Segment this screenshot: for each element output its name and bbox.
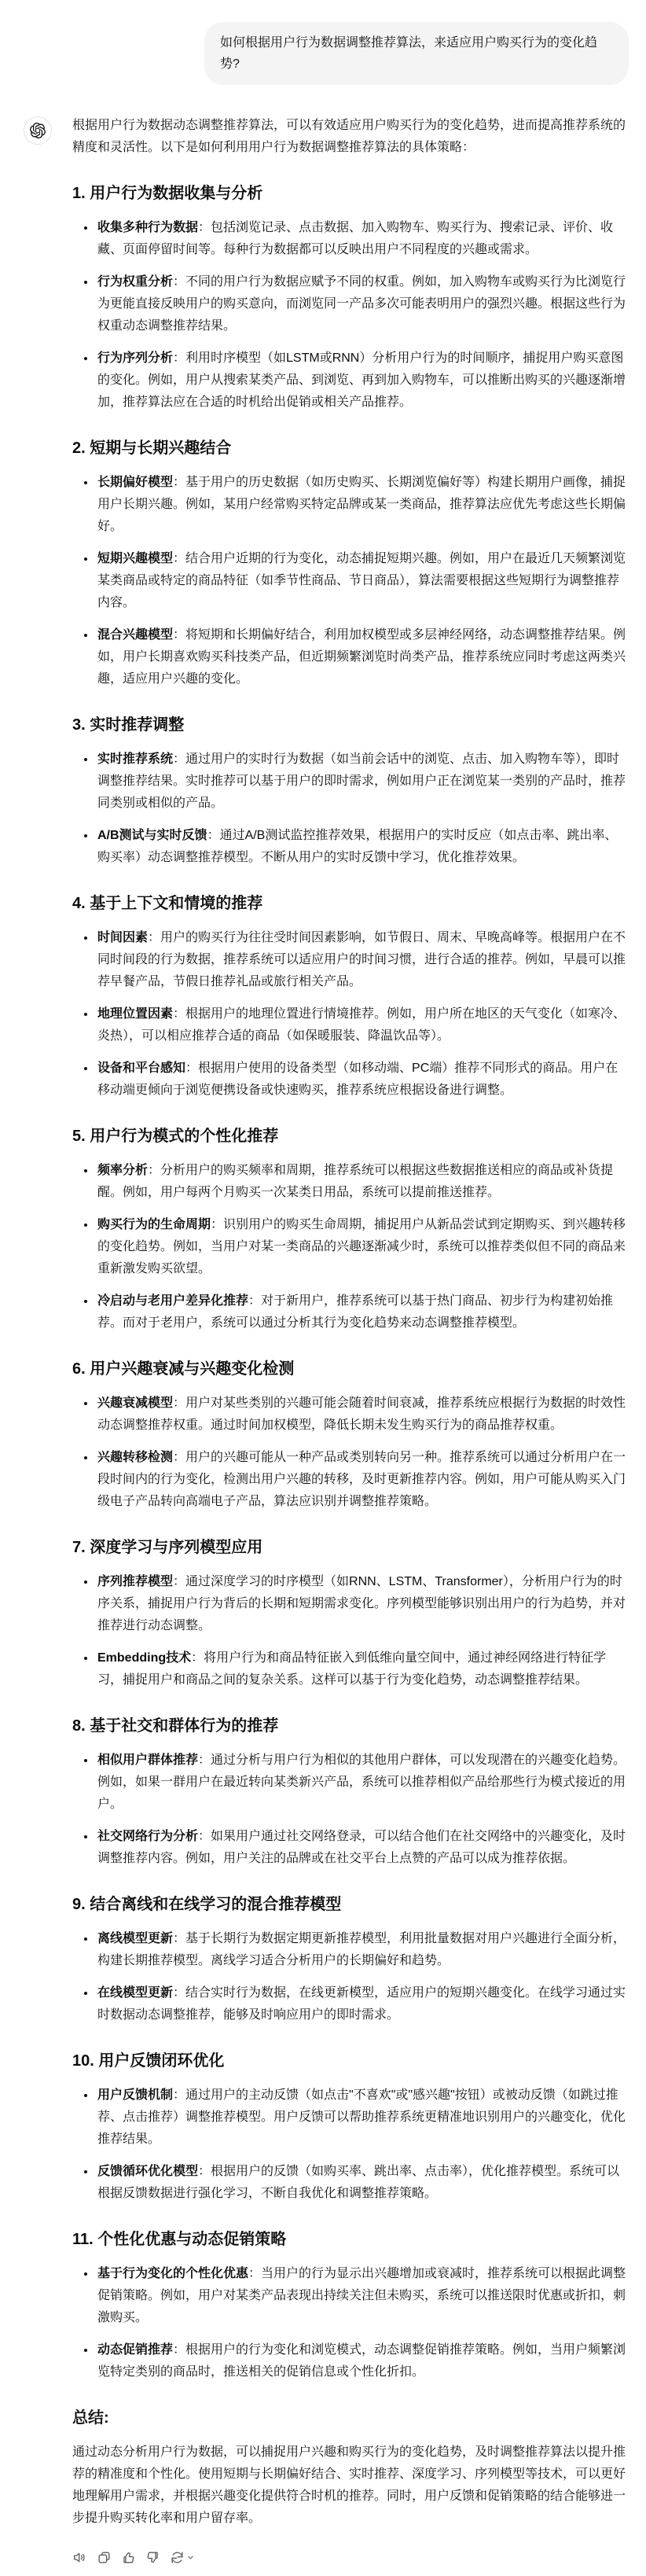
answer-sections — [72, 182, 629, 2530]
bullet-text: ：将用户行为和商品特征嵌入到低维向量空间中，通过神经网络进行特征学习，捕捉用户和商品之间的复杂关系。这样可以基于行为变化趋势，动态调整推荐结果。 — [97, 1651, 607, 1687]
answer-section — [72, 1125, 629, 1334]
bullet-text: ：通过A/B测试监控推荐效果，根据用户的实时反应（如点击率、跳出率、购买率）动态调整推荐模型。不断从用户的实时反馈中学习，优化推荐效果。 — [97, 829, 618, 864]
thumbs-down-icon — [145, 2550, 160, 2565]
section-heading: 11. 个性化优惠与动态促销策略 — [72, 2231, 287, 2248]
bullet-text: ：利用时序模型（如LSTM或RNN）分析用户行为的时间顺序，捕捉用户购买意图的变化。例如，用户从搜索某类产品、到浏览、再到加入购物车，可以推断出购买的兴趣逐渐增加，推荐算法应在合适的时机给出促销或相关产品推荐。 — [97, 351, 626, 409]
bullet-text: ：通过用户的主动反馈（如点击"不喜欢"或"感兴趣"按钮）或被动反馈（如跳过推荐、点击推荐）调整推荐模型。用户反馈可以帮助推荐系统更精准地识别用户的兴趣变化，优化推荐结果。 — [97, 2088, 626, 2146]
bullet-text: ：当用户的行为显示出兴趣增加或衰减时，推荐系统可以根据此调整促销策略。例如，用户对某类产品表现出持续关注但未购买，系统可以推送限时优惠或折扣，刺激购买。 — [97, 2267, 626, 2324]
bullet-text: ：不同的用户行为数据应赋予不同的权重。例如，加入购物车或购买行为比浏览行为更能直接反映用户的购买意向，而浏览同一产品多次可能表明用户的强烈兴趣。根据这些行为权重动态调整推荐结果。 — [97, 275, 626, 333]
bullet-label: 用户反馈机制 — [97, 2088, 174, 2102]
bullet-label: 基于行为变化的个性化优惠 — [97, 2267, 249, 2280]
bullet-label: 行为序列分析 — [97, 351, 174, 365]
bullet-item — [96, 348, 629, 414]
answer-section — [72, 2407, 629, 2530]
bullet-item — [96, 2161, 629, 2205]
bullet-label: 时间因素 — [97, 931, 149, 944]
bullet-text: ：根据用户的地理位置进行情境推荐。例如，用户所在地区的天气变化（如寒冷、炎热），可以相应推荐合适的商品（如保暖服装、降温饮品等）。 — [97, 1007, 626, 1043]
read-aloud-button[interactable] — [69, 2547, 90, 2568]
bullet-text: ：用户的购买行为往往受时间因素影响，如节假日、周末、早晚高峰等。根据用户在不同时间段的行为数据，推荐系统可以适应用户的时间习惯，进行合适的推荐。例如，早晨可以推荐早餐产品，节假日推荐礼品或旅行相关产品。 — [97, 931, 626, 988]
bullet-text: ：结合用户近期的行为变化，动态捕捉短期兴趣。例如，用户在最近几天频繁浏览某类商品或特定的商品特征（如季节性商品、节日商品），算法需要根据这些短期行为调整推荐内容。 — [97, 552, 626, 609]
section-heading: 10. 用户反馈闭环优化 — [72, 2052, 225, 2070]
section-bullet-list — [72, 1393, 629, 1513]
bullet-text: ：分析用户的购买频率和周期，推荐系统可以根据这些数据推送相应的商品或补货提醒。例如，用户每两个月购买一次某类日用品，系统可以提前推送推荐。 — [97, 1164, 614, 1199]
user-message-bubble: 如何根据用户行为数据调整推荐算法，来适应用户购买行为的变化趋势? — [204, 22, 629, 85]
bullet-item — [96, 1160, 629, 1204]
chevron-down-icon — [186, 2553, 195, 2562]
bullet-label: 设备和平台感知 — [97, 1062, 186, 1075]
bullet-item — [96, 1058, 629, 1102]
section-heading: 3. 实时推荐调整 — [72, 716, 185, 734]
answer-section — [72, 892, 629, 1102]
bullet-text: ：通过深度学习的时序模型（如RNN、LSTM、Transformer），分析用户行为的时序关系，捕捉用户行为背后的长期和短期需求变化。序列模型能够识别出用户的行为趋势，并对推荐进行动态调整。 — [97, 1575, 626, 1632]
section-heading: 7. 深度学习与序列模型应用 — [72, 1539, 263, 1556]
bullet-label: 短期兴趣模型 — [97, 552, 174, 565]
bullet-item — [96, 2263, 629, 2329]
section-paragraph: 通过动态分析用户行为数据，可以捕捉用户兴趣和购买行为的变化趋势，及时调整推荐算法以提升推荐的精准度和个性化。使用短期与长期偏好结合、实时推荐、深度学习、序列模型等技术，可以更好地理解用户需求，并根据兴趣变化提供符合时机的推荐。同时，用户反馈和促销策略的结合能够进一步提升购买转化率和用户留存率。 — [72, 2445, 626, 2525]
bullet-item — [96, 271, 629, 337]
bullet-label: 频率分析 — [97, 1164, 149, 1177]
bullet-item — [96, 1290, 629, 1334]
bullet-label: A/B测试与实时反馈 — [97, 829, 207, 842]
bullet-text: ：用户对某些类别的兴趣可能会随着时间衰减，推荐系统应根据行为数据的时效性动态调整推荐权重。通过时间加权模型，降低长期未发生购买行为的商品推荐权重。 — [97, 1397, 626, 1432]
section-bullet-list — [72, 2263, 629, 2383]
bullet-text: ：根据用户使用的设备类型（如移动端、PC端）推荐不同形式的商品。用户在移动端更倾向于浏览便携设备或快速购买，推荐系统应根据设备进行调整。 — [97, 1062, 618, 1097]
bullet-item — [96, 1647, 629, 1691]
bullet-label: 地理位置因素 — [97, 1007, 174, 1021]
good-response-button[interactable] — [118, 2547, 139, 2568]
section-bullet-list — [72, 1571, 629, 1691]
bullet-item — [96, 2339, 629, 2383]
answer-section — [72, 1893, 629, 2026]
bullet-text: ：通过用户的实时行为数据（如当前会话中的浏览、点击、加入购物车等），即时调整推荐结果。实时推荐可以基于用户的即时需求，例如用户正在浏览某一类别的产品时，推荐同类别或相似的产品。 — [97, 753, 626, 810]
assistant-message-row — [24, 115, 629, 2568]
section-heading: 6. 用户兴趣衰减与兴趣变化检测 — [72, 1360, 295, 1378]
answer-intro: 根据用户行为数据动态调整推荐算法，可以有效适应用户购买行为的变化趋势，进而提高推荐系统的精度和灵活性。以下是如何利用用户行为数据调整推荐算法的具体策略： — [72, 119, 626, 154]
bullet-label: 冷启动与老用户差异化推荐 — [97, 1294, 249, 1308]
bullet-label: 社交网络行为分析 — [97, 1830, 199, 1843]
bullet-label: 动态促销推荐 — [97, 2343, 174, 2357]
bullet-label: 序列推荐模型 — [97, 1575, 174, 1588]
answer-section — [72, 1715, 629, 1870]
bullet-item — [96, 1003, 629, 1047]
answer-section — [72, 2228, 629, 2383]
bullet-label: 收集多种行为数据 — [97, 221, 199, 234]
bullet-label: 混合兴趣模型 — [97, 628, 174, 642]
assistant-avatar — [24, 116, 52, 145]
copy-button[interactable] — [94, 2547, 115, 2568]
answer-section — [72, 437, 629, 690]
bullet-text: ：对于新用户，推荐系统可以基于热门商品、初步行为构建初始推荐。而对于老用户，系统可以通过分析其行为变化趋势来动态调整推荐模型。 — [97, 1294, 614, 1330]
bullet-item — [96, 217, 629, 261]
section-bullet-list — [72, 1750, 629, 1870]
bullet-item — [96, 624, 629, 690]
bullet-item — [96, 1982, 629, 2026]
bullet-text: ：将短期和长期偏好结合，利用加权模型或多层神经网络，动态调整推荐结果。例如，用户长期喜欢购买科技类产品，但近期频繁浏览时尚类产品，推荐系统应同时考虑这两类兴趣，适应用户兴趣的变化。 — [97, 628, 626, 686]
bullet-text: ：根据用户的行为变化和浏览模式，动态调整促销推荐策略。例如，当用户频繁浏览特定类别的商品时，推送相关的促销信息或个性化折扣。 — [97, 2343, 626, 2379]
bullet-text: ：基于长期行为数据定期更新推荐模型，利用批量数据对用户兴趣进行全面分析，构建长期推荐模型。离线学习适合分析用户的长期偏好和趋势。 — [97, 1932, 626, 1967]
bullet-label: 离线模型更新 — [97, 1932, 174, 1945]
section-bullet-list — [72, 927, 629, 1102]
bullet-item — [96, 927, 629, 993]
section-bullet-list — [72, 2085, 629, 2205]
bullet-label: 行为权重分析 — [97, 275, 174, 289]
section-bullet-list — [72, 749, 629, 869]
bullet-label: 反馈循环优化模型 — [97, 2165, 199, 2178]
section-heading: 2. 短期与长期兴趣结合 — [72, 440, 232, 457]
bullet-item — [96, 1928, 629, 1972]
bullet-text: ：如果用户通过社交网络登录，可以结合他们在社交网络中的兴趣变化，及时调整推荐内容。例如，用户关注的品牌或在社交平台上点赞的产品可以成为推荐依据。 — [97, 1830, 626, 1865]
bullet-label: 兴趣转移检测 — [97, 1451, 174, 1464]
bullet-text: ：基于用户的历史数据（如历史购买、长期浏览偏好等）构建长期用户画像，捕捉用户长期兴趣。例如，某用户经常购买特定品牌或某一类商品，推荐算法应优先考虑这些长期偏好。 — [97, 476, 626, 533]
bullet-text: ：识别用户的购买生命周期，捕捉用户从新品尝试到定期购买、到兴趣转移的变化趋势。例如，当用户对某一类商品的兴趣逐渐减少时，系统可以推荐类似但不同的商品来重新激发购买欲望。 — [97, 1218, 626, 1275]
section-heading: 1. 用户行为数据收集与分析 — [72, 185, 263, 202]
regenerate-button[interactable] — [167, 2547, 198, 2568]
bullet-item — [96, 548, 629, 614]
answer-section — [72, 1358, 629, 1513]
section-heading: 4. 基于上下文和情境的推荐 — [72, 895, 263, 912]
bullet-text: ：通过分析与用户行为相似的其他用户群体，可以发现潜在的兴趣变化趋势。例如，如果一群用户在最近转向某类新兴产品，系统可以推荐相似产品给那些行为模式接近的用户。 — [97, 1754, 626, 1811]
bullet-label: 长期偏好模型 — [97, 476, 174, 489]
regenerate-icon — [170, 2550, 185, 2565]
bullet-text: ：结合实时行为数据，在线更新模型，适应用户的短期兴趣变化。在线学习通过实时数据动态调整推荐，能够及时响应用户的即时需求。 — [97, 1986, 626, 2022]
bullet-label: 实时推荐系统 — [97, 753, 174, 766]
bad-response-button[interactable] — [142, 2547, 163, 2568]
assistant-answer — [72, 115, 629, 2568]
bullet-item — [96, 1447, 629, 1513]
bullet-text: ：包括浏览记录、点击数据、加入购物车、购买行为、搜索记录、评价、收藏、页面停留时间等。每种行为数据都可以反映出用户不同程度的兴趣或需求。 — [97, 221, 614, 256]
bullet-item — [96, 749, 629, 815]
bullet-item — [96, 1571, 629, 1637]
answer-section — [72, 714, 629, 869]
section-bullet-list — [72, 1928, 629, 2026]
section-bullet-list — [72, 217, 629, 414]
section-heading: 8. 基于社交和群体行为的推荐 — [72, 1717, 279, 1735]
bullet-text: ：用户的兴趣可能从一种产品或类别转向另一种。推荐系统可以通过分析用户在一段时间内的行为变化，检测出用户兴趣的转移，及时更新推荐内容。例如，用户可能从购买入门级电子产品转向高端电子产品，算法应识别并调整推荐策略。 — [97, 1451, 626, 1508]
bullet-label: 购买行为的生命周期 — [97, 1218, 211, 1231]
answer-section — [72, 1536, 629, 1691]
bullet-label: 在线模型更新 — [97, 1986, 174, 2000]
bullet-label: 相似用户群体推荐 — [97, 1754, 199, 1767]
section-heading: 总结: — [72, 2409, 109, 2427]
openai-logo-icon — [30, 123, 46, 138]
message-action-bar — [69, 2547, 629, 2568]
bullet-item — [96, 2085, 629, 2151]
copy-icon — [97, 2550, 112, 2565]
bullet-item — [96, 825, 629, 869]
bullet-item — [96, 1750, 629, 1816]
bullet-item — [96, 1393, 629, 1437]
thumbs-up-icon — [121, 2550, 136, 2565]
bullet-item — [96, 472, 629, 538]
speaker-icon — [72, 2550, 87, 2565]
bullet-item — [96, 1214, 629, 1280]
section-bullet-list — [72, 472, 629, 690]
bullet-label: 兴趣衰减模型 — [97, 1397, 174, 1410]
section-heading: 9. 结合离线和在线学习的混合推荐模型 — [72, 1896, 342, 1913]
user-message-row — [24, 22, 629, 85]
answer-section — [72, 182, 629, 414]
bullet-item — [96, 1826, 629, 1870]
section-bullet-list — [72, 1160, 629, 1334]
bullet-label: Embedding技术 — [97, 1651, 192, 1665]
answer-section — [72, 2050, 629, 2205]
section-heading: 5. 用户行为模式的个性化推荐 — [72, 1128, 279, 1145]
bullet-text: ：根据用户的反馈（如购买率、跳出率、点击率），优化推荐模型。系统可以根据反馈数据进行强化学习，不断自我优化和调整推荐策略。 — [97, 2165, 620, 2200]
